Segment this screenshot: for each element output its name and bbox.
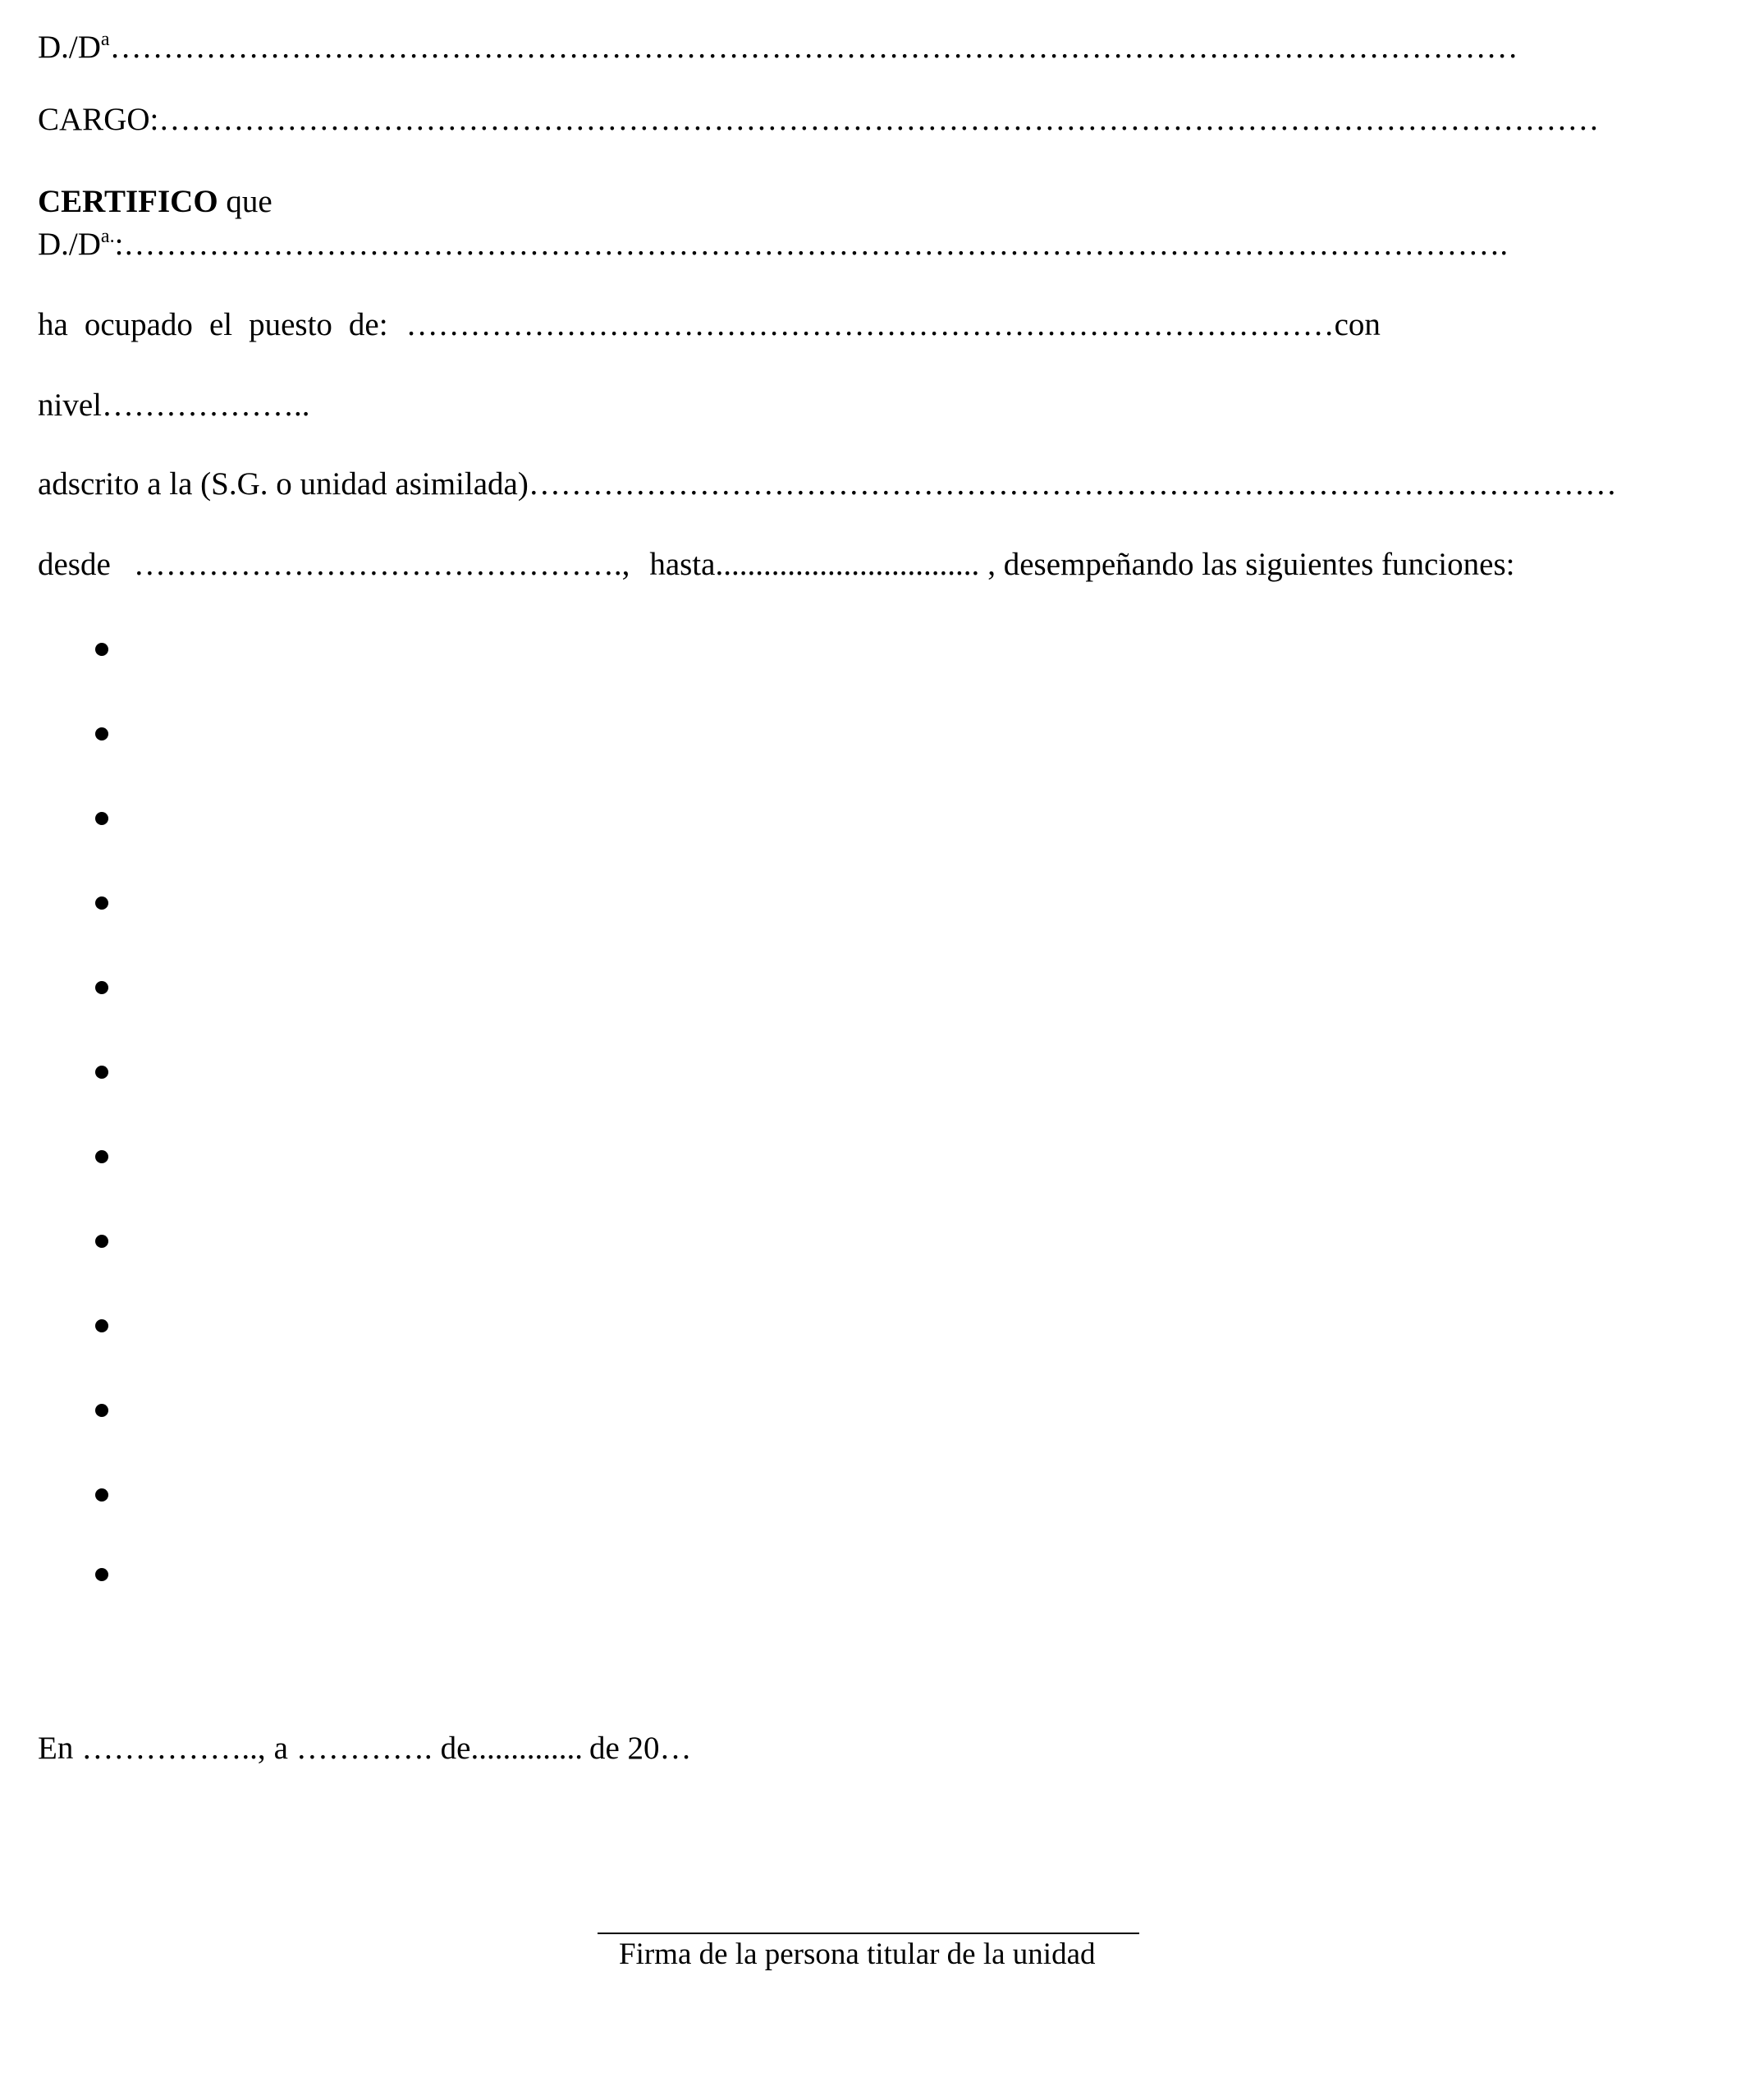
holder-field-label: D./D	[38, 227, 101, 262]
de-label: de	[440, 1731, 471, 1766]
name-field-line	[38, 30, 1518, 63]
fechas-field-line	[38, 548, 1514, 580]
bullet-icon	[95, 1488, 108, 1502]
place-date-line	[38, 1732, 692, 1764]
bullet-icon	[95, 812, 108, 825]
cargo-field-label: CARGO:	[38, 102, 159, 137]
holder-field-line	[38, 227, 1508, 260]
certifico-statement	[38, 186, 273, 218]
puesto-word-de: de:	[348, 307, 388, 342]
puesto-con-text: con	[1334, 307, 1381, 342]
nivel-field-blank[interactable]: ………………..	[101, 387, 310, 423]
hasta-field-blank[interactable]: .................................	[715, 547, 980, 582]
bullet-icon	[95, 727, 108, 741]
signature-label: Firma de la persona titular de la unidad	[619, 1937, 1096, 1971]
puesto-word-ocupado: ocupado	[84, 307, 193, 342]
puesto-field-line	[38, 309, 1381, 341]
bullet-icon	[95, 1319, 108, 1332]
a-label: a	[273, 1731, 288, 1766]
adscrito-field-line	[38, 468, 1617, 500]
en-label: En	[38, 1731, 74, 1766]
year-field-label[interactable]: de 20…	[589, 1731, 692, 1766]
cargo-field-blank[interactable]: ………………………………………………………………………………………………………………………	[158, 102, 1600, 137]
bullet-icon	[95, 1235, 108, 1248]
bullet-icon	[95, 1150, 108, 1163]
puesto-word-ha: ha	[38, 307, 68, 342]
nivel-field-line	[38, 389, 309, 421]
bullet-icon	[95, 981, 108, 994]
name-field-blank[interactable]: ……………………………………………………………………………………………………………………	[109, 30, 1518, 65]
place-field-blank[interactable]: ……………..,	[81, 1731, 266, 1766]
adscrito-field-blank[interactable]: …………………………………………………………………………………………	[528, 466, 1617, 502]
nivel-field-label: nivel	[38, 387, 102, 423]
name-field-label-sup: a	[100, 29, 110, 50]
day-field-blank[interactable]: ………….	[295, 1731, 433, 1766]
signature-line[interactable]	[598, 1933, 1139, 1934]
bullet-icon	[95, 896, 108, 910]
bullet-icon	[95, 1404, 108, 1417]
desde-label: desde	[38, 547, 111, 582]
adscrito-field-label: adscrito a la (S.G. o unidad asimilada)	[38, 466, 529, 502]
holder-field-label-sup: a.	[100, 226, 115, 247]
name-field-label: D./D	[38, 30, 101, 65]
puesto-word-puesto: puesto	[249, 307, 332, 342]
funciones-intro-text: , desempeñando las siguientes funciones:	[987, 547, 1515, 582]
bullet-icon	[95, 643, 108, 656]
puesto-field-blank[interactable]: ……………………………………………………………………………	[405, 307, 1335, 342]
bullet-icon	[95, 1066, 108, 1079]
month-field-blank[interactable]: ..............	[470, 1731, 583, 1766]
certifico-que-text: que	[218, 184, 273, 219]
puesto-word-el: el	[208, 307, 233, 342]
holder-field-blank[interactable]: :………………………………………………………………………………………………………………….	[114, 227, 1509, 262]
hasta-label: hasta	[649, 547, 716, 582]
cargo-field-line	[38, 103, 1599, 135]
desde-field-blank[interactable]: ……………………………………….,	[133, 547, 630, 582]
certifico-keyword: CERTIFICO	[38, 184, 218, 219]
bullet-icon	[95, 1568, 108, 1581]
